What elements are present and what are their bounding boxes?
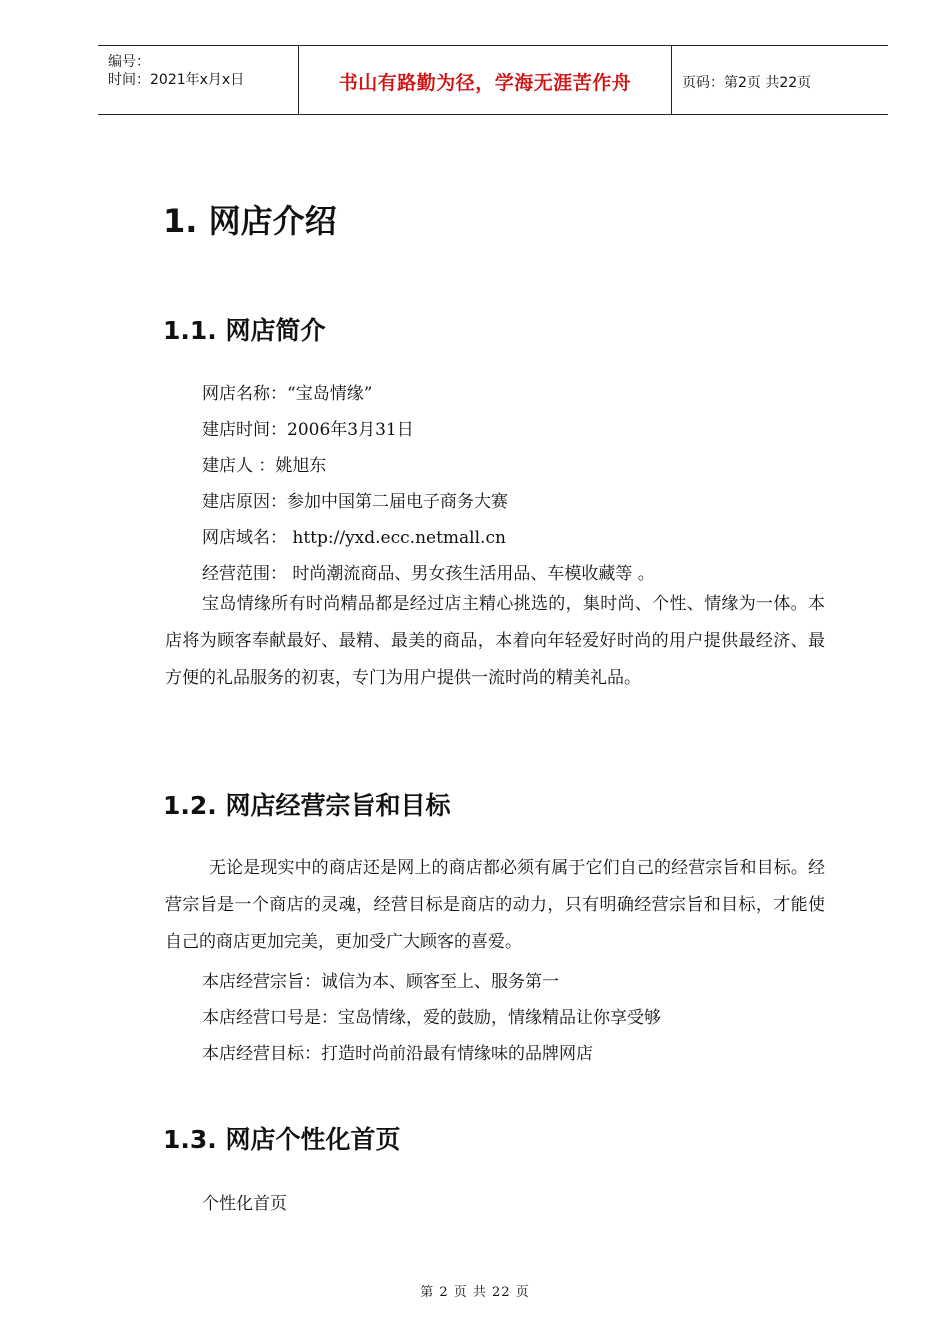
document-header (98, 45, 888, 115)
header-motto-cell (299, 46, 672, 114)
founding-date-line: 建店时间：2006年3月31日 (202, 420, 414, 440)
shop-name-line: 网店名称：“宝岛情缘” (202, 384, 373, 404)
document-number: 编号： (108, 54, 150, 70)
business-scope-line: 经营范围： 时尚潮流商品、男女孩生活用品、车模收藏等 。 (202, 564, 655, 584)
business-goal-line: 本店经营目标：打造时尚前沿最有情缘味的品牌网店 (202, 1044, 593, 1064)
header-meta-cell (98, 46, 299, 114)
founding-reason-line: 建店原因：参加中国第二届电子商务大赛 (202, 492, 508, 512)
mission-paragraph: 无论是现实中的商店还是网上的商店都必须有属于它们自己的经营宗旨和目标。经营宗旨是一个商店的灵魂，经营目标是商店的动力，只有明确经营宗旨和目标，才能使自己的商店更加完美，更加受广大顾客的喜爱。 (165, 858, 825, 952)
document-time: 时间：2021年x月x日 (108, 72, 245, 88)
header-motto: 书山有路勤为径，学海无涯苦作舟 (338, 72, 632, 94)
section-heading-1-1: 1.1. 网店简介 (163, 316, 326, 345)
slogan-line: 本店经营口号是：宝岛情缘，爱的鼓励，情缘精品让你享受够 (202, 1008, 661, 1028)
chapter-title: 1. 网店介绍 (163, 202, 337, 240)
section-heading-1-2: 1.2. 网店经营宗旨和目标 (163, 791, 451, 820)
header-page-number: 页码：第2页 共22页 (682, 75, 812, 91)
founder-line: 建店人 ：姚旭东 (202, 456, 327, 476)
homepage-line: 个性化首页 (202, 1194, 287, 1214)
shop-intro-paragraph: 宝岛情缘所有时尚精品都是经过店主精心挑选的，集时尚、个性、情缘为一体。本店将为顾客奉献最好、最精、最美的商品，本着向年轻爱好时尚的用户提供最经济、最方便的礼品服务的初衷，专门为用户提供一流时尚的精美礼品。 (165, 594, 825, 688)
header-page-cell (672, 46, 888, 114)
section-heading-1-3: 1.3. 网店个性化首页 (163, 1125, 401, 1154)
page-footer: 第 2 页 共 22 页 (420, 1285, 530, 1300)
shop-domain-line: 网店域名： http://yxd.ecc.netmall.cn (202, 528, 506, 548)
mission-statement-line: 本店经营宗旨：诚信为本、顾客至上、服务第一 (202, 972, 559, 992)
